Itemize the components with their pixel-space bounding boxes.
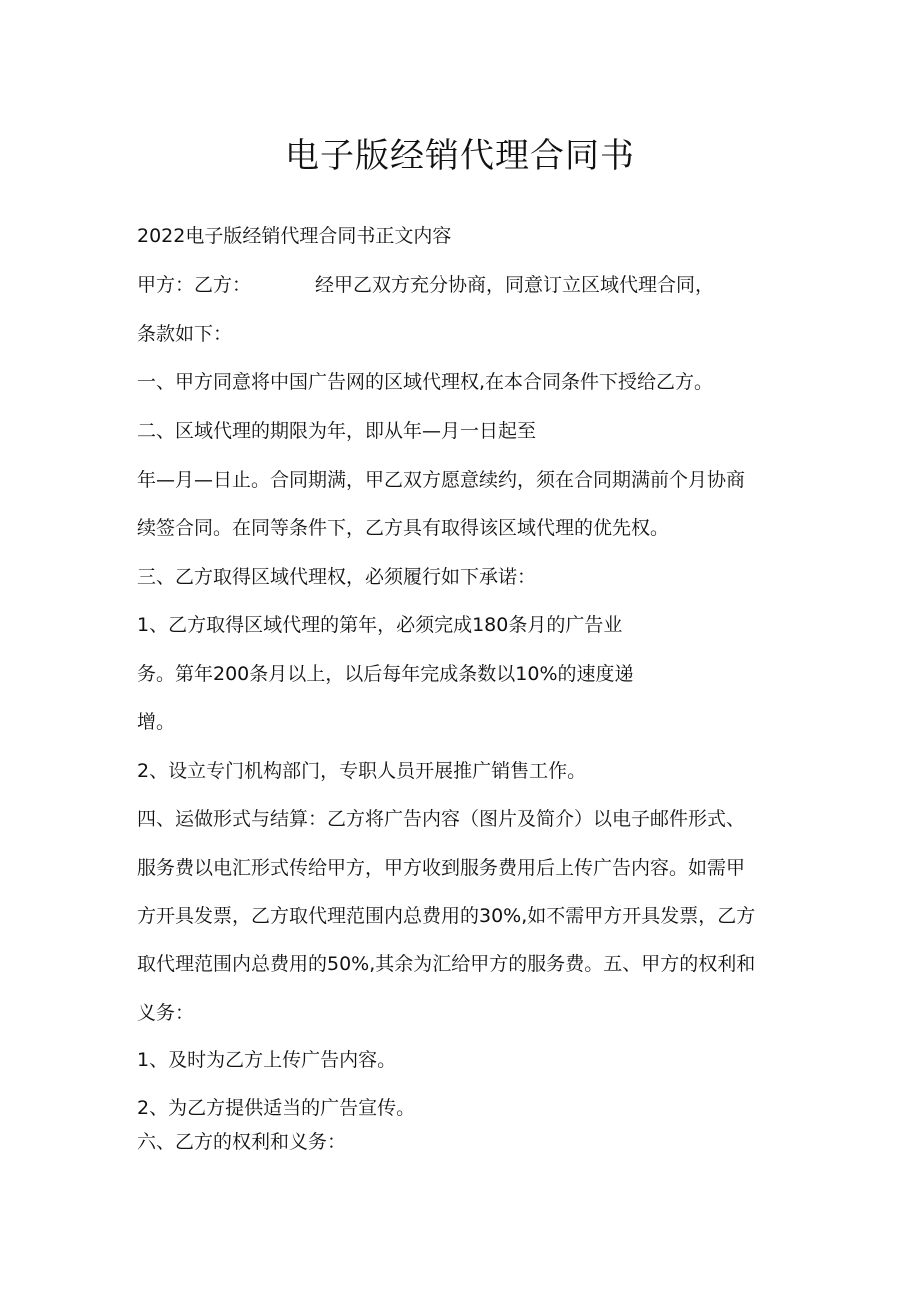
document-subtitle: 2022电子版经销代理合同书正文内容 [137, 225, 452, 247]
clause-1: 一、甲方同意将中国广告网的区域代理权,在本合同条件下授给乙方。 [137, 371, 714, 393]
clause-2-line-2: 年—月—日止。合同期满，甲乙双方愿意续约，须在合同期满前个月协商 [137, 469, 746, 491]
clause-3-item-2: 2、设立专门机构部门，专职人员开展推广销售工作。 [137, 760, 587, 782]
clause-2-line-3: 续签合同。在同等条件下，乙方具有取得该区域代理的优先权。 [137, 517, 670, 539]
clause-6: 六、乙方的权利和义务： [137, 1131, 347, 1153]
clause-5-item-1: 1、及时为乙方上传广告内容。 [137, 1049, 397, 1071]
clause-3-item-1-line-1: 1、乙方取得区域代理的第年，必须完成180条月的广告业 [137, 614, 623, 636]
clause-5-item-2: 2、为乙方提供适当的广告宣传。 [137, 1097, 416, 1119]
clause-3-item-1-line-2: 务。第年200条月以上，以后每年完成条数以10%的速度递 [137, 663, 634, 685]
clause-4-line-4: 取代理范围内总费用的50%,其余为汇给甲方的服务费。五、甲方的权利和 [137, 953, 756, 975]
parties-label: 甲方：乙方： [137, 274, 252, 296]
document-title: 电子版经销代理合同书 [285, 136, 635, 176]
clause-3: 三、乙方取得区域代理权，必须履行如下承诺： [137, 566, 537, 588]
clause-4-line-1: 四、运做形式与结算：乙方将广告内容（图片及简介）以电子邮件形式、 [137, 808, 746, 830]
clause-4-line-3: 方开具发票，乙方取代理范围内总费用的30%,如不需甲方开具发票，乙方 [137, 905, 756, 927]
clause-5-end: 义务： [137, 1002, 195, 1024]
clause-4-line-2: 服务费以电汇形式传给甲方，甲方收到服务费用后上传广告内容。如需甲 [137, 857, 746, 879]
terms-intro: 条款如下： [137, 323, 233, 345]
parties-agreement: 经甲乙双方充分协商，同意订立区域代理合同， [315, 274, 715, 296]
clause-3-item-1-line-3: 增。 [137, 711, 176, 733]
parties-line [137, 271, 797, 299]
clause-2-line-1: 二、区域代理的期限为年，即从年—月一日起至 [137, 420, 537, 442]
